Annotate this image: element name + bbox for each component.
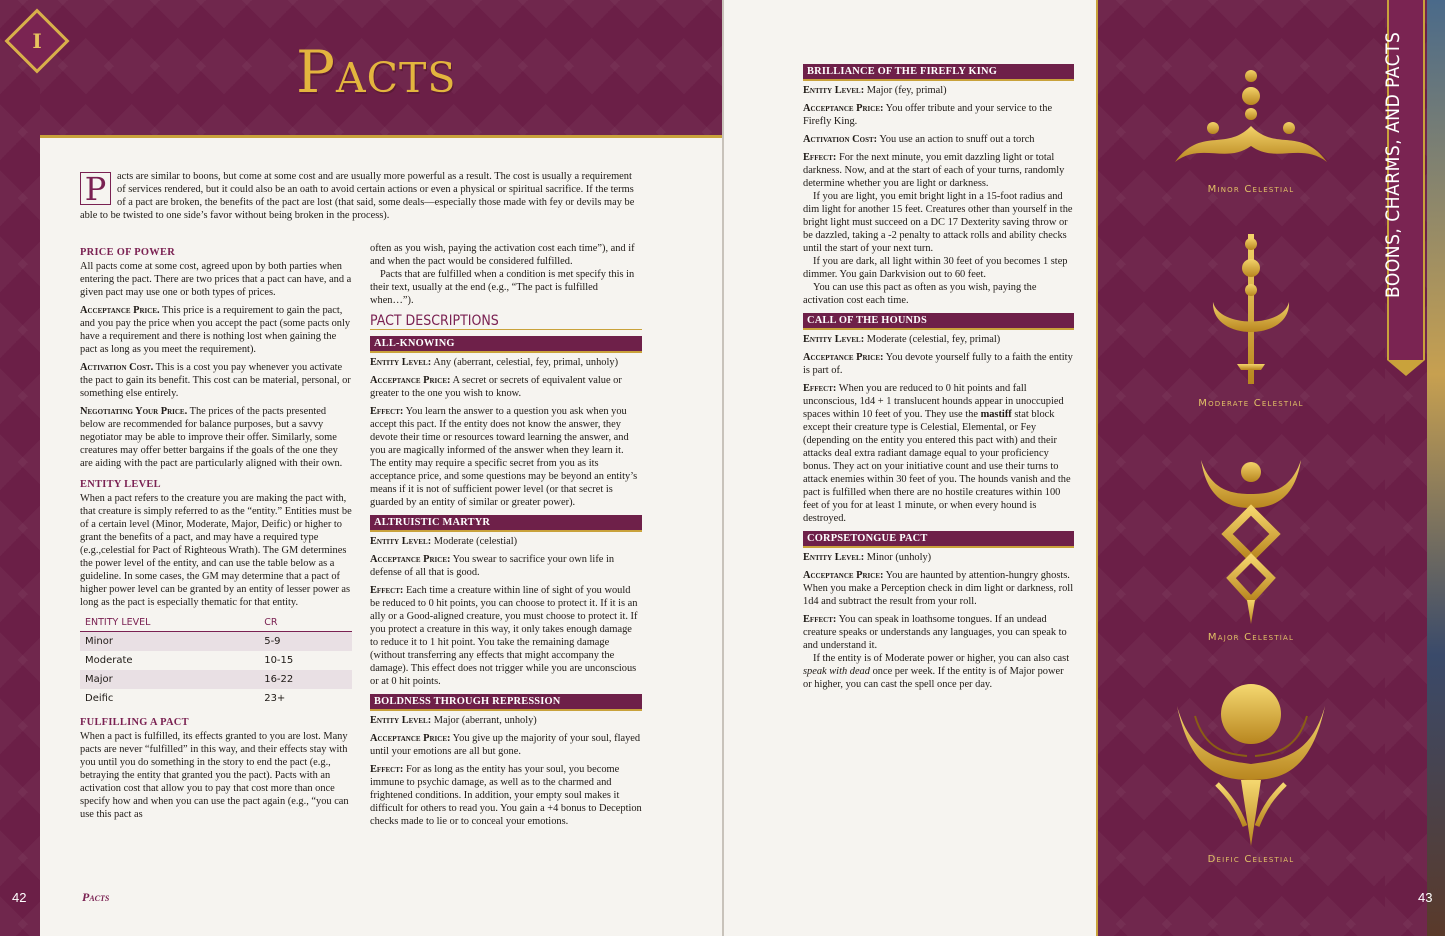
acceptance-label: Acceptance Price: [370,375,451,386]
effect-line [803,382,1074,525]
acceptance-price-para [80,304,352,356]
effect-label: Effect: [370,585,404,596]
page-title: Pacts [296,38,457,106]
acceptance-price-label: Acceptance Price. [80,305,160,316]
acceptance-label: Acceptance Price: [370,554,451,565]
effect-label: Effect: [803,383,837,394]
pact-boldness-title: BOLDNESS THROUGH REPRESSION [370,694,642,711]
activation-cost-text: This is a cost you pay whenever you activate the pact to gain its benefit. This cost can be material, personal, or something else entirely. [80,362,351,399]
activation-line [803,133,1074,146]
entity-level-line [803,333,1074,346]
pact-hounds-title: CALL OF THE HOUNDS [803,313,1074,330]
price-of-power-heading: PRICE OF POWER [80,247,176,258]
table-row [80,651,352,670]
chapter-ribbon-title: BOONS, CHARMS, AND PACTS [1382,31,1404,298]
chapter-numeral: I [32,29,42,53]
entity-level-value: Moderate (celestial, fey, primal) [866,334,1001,345]
fulfilling-text-2: Pacts that are fulfilled when a condition is met specify this in their text, usually at the end (e.g., “The pact is fulfilled when…”). [370,269,635,306]
negotiating-para [80,405,352,470]
entity-level-text: When a pact refers to the creature you are making the pact with, that creature is simply referred to as the “entity.” Entities must be of a certain level (Minor, Moderate, Major, Deific) or higher to grant the benefits of a pact, and may have a required type (e.g.,celestial for Pact of Righteous Wrath). The GM determines the power level of the entity, and can use the table below as a guideline. In some cases, the GM may determine that a pact of higher power level can be granted by an entity of lesser power as long as the pact is especially thematic for that entity. [80,493,352,608]
effect-value: Each time a creature within line of sight of you would be reduced to 0 hit points, you can choose to protect it. If it is an ally or a Good-aligned creature, you must choose to protect it. If you protect a creature in this way, it only takes enough damage to reduce it to 1 hit point. You take the remaining damage (without transferring any effects that might accompany the damage). This effect does not trigger while you are unconscious or at 0 hit points. [370,585,638,687]
entity-level-heading: ENTITY LEVEL [80,479,161,490]
pact-all-knowing-title: ALL-KNOWING [370,336,642,353]
activation-cost-label: Activation Cost. [80,362,154,373]
price-of-power-text: All pacts come at some cost, agreed upon by both parties when entering the pact. There are two prices that a pact can have, and a given pact may use one or both types of prices. [80,261,352,298]
effect-line [803,151,1074,190]
pact-altruistic-martyr-title: ALTRUISTIC MARTYR [370,515,642,532]
entity-level-label: Entity Level: [803,85,865,96]
table-cell: 10-15 [264,655,294,666]
acceptance-value: You devote yourself fully to a faith the entity is part of. [803,352,1073,376]
right-art-panel [1096,0,1385,936]
entity-level-line [803,84,1074,97]
table-row [80,689,352,708]
acceptance-line [370,374,642,400]
emblem-label: Deific Celestial [1207,854,1295,865]
intro-text: acts are similar to boons, but come at some cost and are usually more powerful as a result. The cost is usually a requirement of services rendered, but it could also be an oath to avoid certain actions or even a physical or spiritual sacrifice. If the terms of a pact are broken, the benefits of the pact are lost (that said, some deals—especially those made with fey or devils may be able to be twisted to one side’s favor without being broken in the process). [80,171,635,221]
firefly-dark-para: If you are dark, all light within 30 feet of you becomes 1 step dimmer. You gain Darkvision out to 60 feet. [803,256,1068,280]
left-column-2 [370,242,642,833]
effect-line [370,584,642,688]
corpsetongue-p2 [803,652,1074,691]
negotiating-label: Negotiating Your Price. [80,406,188,417]
pact-firefly-king-title: BRILLIANCE OF THE FIREFLY KING [803,64,1074,81]
cr-table-header-cr: CR [259,614,352,632]
pact-corpsetongue-title: CORPSETONGUE PACT [803,531,1074,548]
entity-level-value: Minor (unholy) [866,552,932,563]
effect-value: For the next minute, you emit dazzling light or total darkness. Now, and at the start of each of your turns, randomly determine whether you are light or darkness. [803,152,1065,189]
cr-table [80,614,352,708]
acceptance-value: You offer tribute and your service to the Firefly King. [803,103,1053,127]
effect-label: Effect: [370,406,404,417]
major-celestial-emblem [1171,450,1331,643]
moderate-celestial-emblem [1171,232,1331,409]
table-cell: 16-22 [259,670,352,689]
acceptance-line [370,732,642,758]
activation-cost-para [80,361,352,400]
firefly-light-para: If you are light, you emit bright light in a 15-foot radius and dim light for another 15 feet. Creatures other than yourself in the bright light must succeed on a DC 17 Dexterity saving throw or be dazzled, taking a -2 penalty to attack rolls and ability checks until the start of your next turn. [803,191,1073,254]
activation-value: You use an action to snuff out a torch [879,134,1035,145]
firefly-reuse-para: You can use this pact as often as you wish, paying the activation cost each time. [803,282,1037,306]
table-cell: Major [80,670,259,689]
minor-celestial-emblem [1171,66,1331,195]
intro-paragraph [80,170,642,227]
footer-section-label: Pacts [82,890,110,904]
drop-cap: P [80,172,111,205]
table-row [80,632,352,652]
table-cell: 5-9 [259,632,352,652]
pact-descriptions-heading: PACT DESCRIPTIONS [370,315,642,330]
acceptance-label: Acceptance Price: [370,733,451,744]
fulfilling-heading: FULFILLING A PACT [80,717,189,728]
acceptance-value: A secret or secrets of equivalent value or greater to the one you wish to know. [370,375,622,399]
table-cell: Deific [85,693,114,704]
mastiff-link: mastiff [980,409,1012,420]
page-number-right: 43 [1418,890,1433,905]
effect-value-cont: stat block except their creature type is Celestial, Elemental, or Fey (depending on the entity you entered this pact with) and their attacks deal extra radiant damage equal to your proficiency bonus. They act on your initiative count and use their turns to attack enemies within 30 feet of you. The hounds vanish and the pact is fulfilled when there are no hostile creatures within 100 feet of you for at least 1 minute, or when every hound is destroyed. [803,409,1071,524]
activation-label: Activation Cost: [803,134,878,145]
cr-table-header-level: ENTITY LEVEL [80,614,259,632]
emblem-label: Major Celestial [1207,632,1295,643]
entity-level-label: Entity Level: [803,552,865,563]
winged-sigil-icon [1171,450,1331,626]
entity-level-line [370,356,642,369]
acceptance-line [803,351,1074,377]
entity-level-value: Major (fey, primal) [866,85,947,96]
effect-label: Effect: [803,152,837,163]
left-page [0,0,722,936]
page-number-left: 42 [12,890,27,905]
effect-label: Effect: [370,764,404,775]
acceptance-value: You give up the majority of your soul, flayed until your emotions are all but gone. [370,733,641,757]
fulfilling-text: When a pact is fulfilled, its effects granted to you are lost. Many pacts are never “fulfilled” in this way, and their effects stay with you until you do something in the story to end the pact (e.g., betraying the entity that granted you the pact). Pacts with an activation cost that allow you to pay that cost more than once specify how and when you can use the pact again (e.g., “you can use this pact as [80,731,349,820]
effect-value: You learn the answer to a question you ask when you accept this pact. If the entity does not know the answer, they devote their time or resources toward learning the answer, and you are magically informed of the answer when they learn it. The entity may require a specific secret from you as its acceptance price, and some questions may be beyond an entity’s means if it is not of sufficient power level (or that secret is guarded by an entity of similar or greater power). [370,406,638,508]
table-row [80,670,352,689]
effect-line [370,405,642,509]
spell-name: speak with dead [803,666,870,677]
entity-level-value: Moderate (celestial) [433,536,518,547]
table-cell: Moderate [85,655,133,666]
deific-celestial-emblem [1171,676,1331,865]
entity-level-label: Entity Level: [803,334,865,345]
acceptance-value: You swear to sacrifice your own life in defense of all that is good. [370,554,615,578]
effect-value: For as long as the entity has your soul, you become immune to psychic damage, as well as to the charmed and frightened conditions. In addition, your empty soul makes it difficult for others to read you. You gain a +4 bonus to Deception checks made to lie or to conceal your emotions. [370,764,642,827]
acceptance-price-text: This price is a requirement to gain the pact, and you pay the price when you accept the pact (some pacts only have a requirement and there is nothing lost when gaining the pact as long as you meet the requirement). [80,305,351,355]
acceptance-label: Acceptance Price: [803,352,884,363]
effect-label: Effect: [803,614,837,625]
acceptance-label: Acceptance Price: [803,570,884,581]
acceptance-line [803,102,1074,128]
acceptance-line [370,553,642,579]
acceptance-line [803,569,1074,608]
crescent-crown-icon [1171,66,1331,178]
sun-wings-icon [1171,676,1331,848]
effect-line [370,763,642,828]
crescent-staff-icon [1171,232,1331,392]
effect-value: You can speak in loathsome tongues. If an undead creature speaks or understands any languages, you can speak to and understand it. [803,614,1067,651]
entity-level-value: Any (aberrant, celestial, fey, primal, unholy) [433,357,619,368]
negotiating-text: The prices of the pacts presented below are recommended for balance purposes, but a savvy negotiator may be able to improve their offer. Similarly, some creatures may offer better bargains if the goals of the one they are aiding with the pact are particularly aligned with their own. [80,406,343,469]
left-column-1 [80,238,352,826]
table-cell: 23+ [264,693,286,704]
entity-level-label: Entity Level: [370,536,432,547]
effect-value: When you are reduced to 0 hit points and fall unconscious, 1d4 + 1 translucent hounds appear in unoccupied spaces within 10 feet of you. They use the [803,383,1064,420]
right-edge-art [1427,0,1445,936]
entity-level-line [370,535,642,548]
emblem-label: Minor Celestial [1207,184,1295,195]
corpsetongue-p2-b: once per week. If the entity is of Major power or higher, you can cast the spell once per day. [803,666,1064,690]
entity-level-line [803,551,1074,564]
right-column [803,64,1074,691]
table-cell: Minor [80,632,259,652]
entity-level-label: Entity Level: [370,357,432,368]
acceptance-value: You are haunted by attention-hungry ghosts. When you make a Perception check in dim light or darkness, roll 1d4 and subtract the result from your roll. [803,570,1074,607]
entity-level-label: Entity Level: [370,715,432,726]
corpsetongue-p2-a: If the entity is of Moderate power or higher, you can also cast [813,653,1070,664]
fulfilling-text-cont: often as you wish, paying the activation cost each time”), and if and when the pact would be considered fulfilled. [370,243,635,267]
effect-line [803,613,1074,652]
entity-level-line [370,714,642,727]
entity-level-value: Major (aberrant, unholy) [433,715,537,726]
emblem-label: Moderate Celestial [1198,398,1304,409]
acceptance-label: Acceptance Price: [803,103,884,114]
left-sidebar [0,0,40,936]
